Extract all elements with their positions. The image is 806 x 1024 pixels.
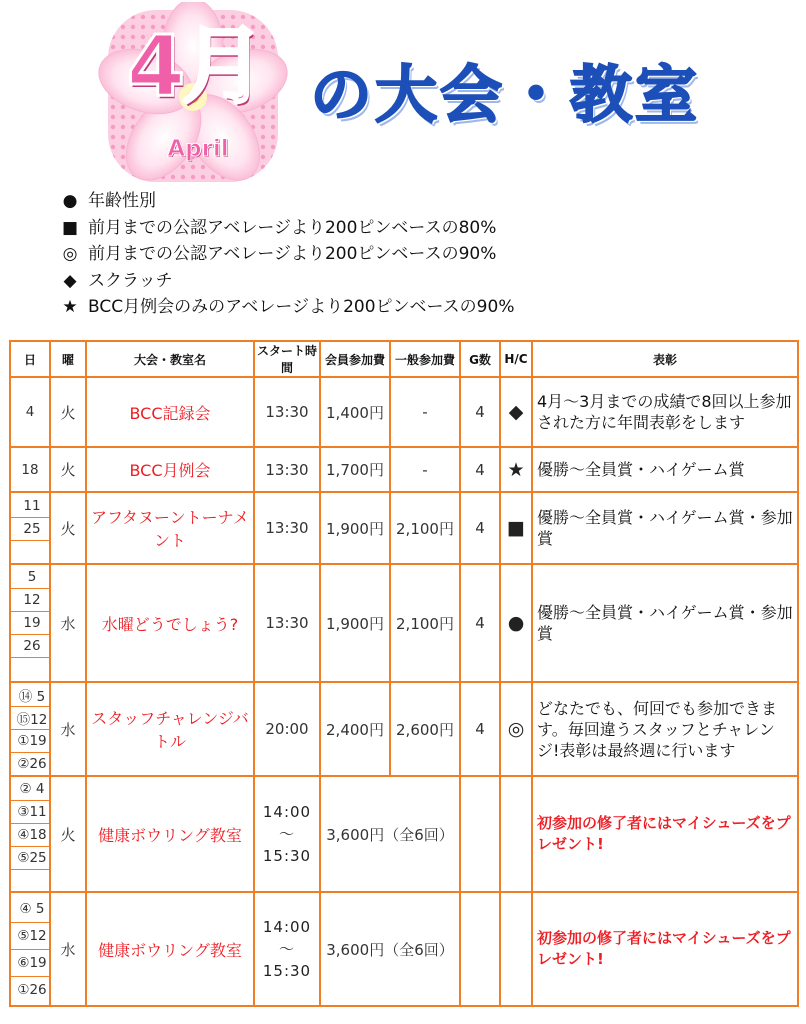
general-fee: 2,600円 [390,682,460,776]
legend-text: 年齢性別 [88,191,156,211]
member-fee: 1,700円 [320,447,390,492]
day-value: 25 [11,518,49,541]
legend-item [58,294,514,321]
schedule-table [9,340,799,1007]
legend-text: BCC月例会のみのアベレージより200ピンベースの90% [88,297,515,317]
weekday-cell: 水 [50,564,86,682]
star-icon: ★ [62,297,78,317]
day-cell [10,892,50,1006]
day-value [11,658,49,681]
table-row [10,682,798,776]
day-value: 19 [11,612,49,635]
day-value: 18 [21,461,39,478]
header-name: 大会・教室名 [86,341,254,377]
day-value [11,541,49,562]
day-cell [10,492,50,564]
day-value: ⑥19 [11,949,49,976]
member-fee: 1,900円 [320,492,390,564]
month-badge [98,2,288,188]
game-count [460,776,500,892]
day-value: ④18 [11,824,49,847]
time-range [254,776,320,892]
legend-item [58,241,514,268]
weekday-cell: 水 [50,682,86,776]
day-value: ③11 [11,801,49,824]
table-row [10,892,798,1006]
day-cell [10,564,50,682]
start-time: 14:00 [262,803,312,821]
day-value [11,870,49,891]
game-count [460,892,500,1006]
day-value: ⑤12 [11,922,49,949]
day-value: ①26 [17,981,47,998]
circle-icon: ● [62,191,78,211]
day-value: ⑮12 [11,706,49,729]
legend-item [58,215,514,242]
day-cell [10,682,50,776]
day-value: 5 [11,566,49,589]
award-text: 優勝～全員賞・ハイゲーム賞・参加賞 [532,492,798,564]
course-fee: 3,600円（全6回） [320,892,460,1006]
time-range [254,892,320,1006]
award-text: 優勝～全員賞・ハイゲーム賞 [532,447,798,492]
hc-cell [500,892,532,1006]
day-cell [10,377,50,447]
header-member-fee: 会員参加費 [320,341,390,377]
double-circle-icon: ◎ [500,682,532,776]
star-icon: ★ [500,447,532,492]
member-fee: 1,900円 [320,564,390,682]
weekday-cell: 火 [50,377,86,447]
square-icon: ■ [500,492,532,564]
square-icon: ■ [61,217,79,238]
day-value: ⑭ 5 [11,684,49,707]
award-text: どなたでも、何回でも参加できます。毎回違うスタッフとチャレンジ!表彰は最終週に行います [532,682,798,776]
award-text: 初参加の修了者にはマイシューズをプレゼント! [532,776,798,892]
event-name: 水曜どうでしょう? [86,564,254,682]
time-separator: ～ [278,940,295,958]
month-number: 4月 [126,17,262,115]
page-title: の大会・教室 [310,58,701,131]
legend-text: 前月までの公認アベレージより200ピンベースの80% [88,217,497,238]
general-fee: 2,100円 [390,564,460,682]
header-start: スタート時間 [254,341,320,377]
day-cell [10,776,50,892]
award-text: 優勝～全員賞・ハイゲーム賞・参加賞 [532,564,798,682]
handicap-legend [58,188,514,321]
hc-cell [500,776,532,892]
time-separator: ～ [278,825,295,843]
double-circle-icon: ◎ [62,244,78,264]
header-hc: H/C [500,341,532,377]
day-value: 12 [11,589,49,612]
day-value: 11 [11,495,49,518]
end-time: 15:30 [262,962,312,980]
general-fee: - [390,377,460,447]
weekday-cell: 火 [50,492,86,564]
start-time: 13:30 [254,447,320,492]
table-row [10,564,798,682]
game-count: 4 [460,377,500,447]
day-value: ⑤25 [11,847,49,870]
day-value: ①19 [11,729,49,752]
table-row [10,377,798,447]
start-time: 20:00 [254,682,320,776]
diamond-icon: ◆ [63,270,77,291]
member-fee: 1,400円 [320,377,390,447]
event-name: BCC月例会 [86,447,254,492]
day-value: 26 [11,635,49,658]
day-value: ② 4 [11,778,49,801]
event-name: スタッフチャレンジバトル [86,682,254,776]
end-time: 15:30 [262,847,312,865]
day-cell [10,447,50,492]
day-value: 4 [25,404,35,420]
header-games: G数 [460,341,500,377]
table-header-row [10,341,798,377]
circle-icon: ● [500,564,532,682]
general-fee: - [390,447,460,492]
start-time: 14:00 [262,918,312,936]
day-value: ④ 5 [11,896,49,923]
table-row [10,776,798,892]
member-fee: 2,400円 [320,682,390,776]
award-text: 初参加の修了者にはマイシューズをプレゼント! [532,892,798,1006]
weekday-cell: 火 [50,447,86,492]
event-name: 健康ボウリング教室 [86,892,254,1006]
table-row [10,447,798,492]
course-fee: 3,600円（全6回） [320,776,460,892]
event-name: BCC記録会 [86,377,254,447]
event-name: アフタヌーントーナメント [86,492,254,564]
legend-text: 前月までの公認アベレージより200ピンベースの90% [88,244,497,264]
start-time: 13:30 [254,564,320,682]
header-general-fee: 一般参加費 [390,341,460,377]
game-count: 4 [460,564,500,682]
legend-item [58,268,514,295]
weekday-cell: 火 [50,776,86,892]
diamond-icon: ◆ [500,377,532,447]
header-award: 表彰 [532,341,798,377]
game-count: 4 [460,682,500,776]
table-row [10,492,798,564]
header-day: 日 [10,341,50,377]
general-fee: 2,100円 [390,492,460,564]
day-value: ②26 [17,755,47,772]
event-name: 健康ボウリング教室 [86,776,254,892]
month-english: April [167,136,229,162]
game-count: 4 [460,492,500,564]
header-weekday: 曜 [50,341,86,377]
legend-text: スクラッチ [88,270,173,291]
award-text: 4月～3月までの成績で8回以上参加された方に年間表彰をします [532,377,798,447]
weekday-cell: 水 [50,892,86,1006]
start-time: 13:30 [254,377,320,447]
start-time: 13:30 [254,492,320,564]
legend-item [58,188,514,215]
game-count: 4 [460,447,500,492]
